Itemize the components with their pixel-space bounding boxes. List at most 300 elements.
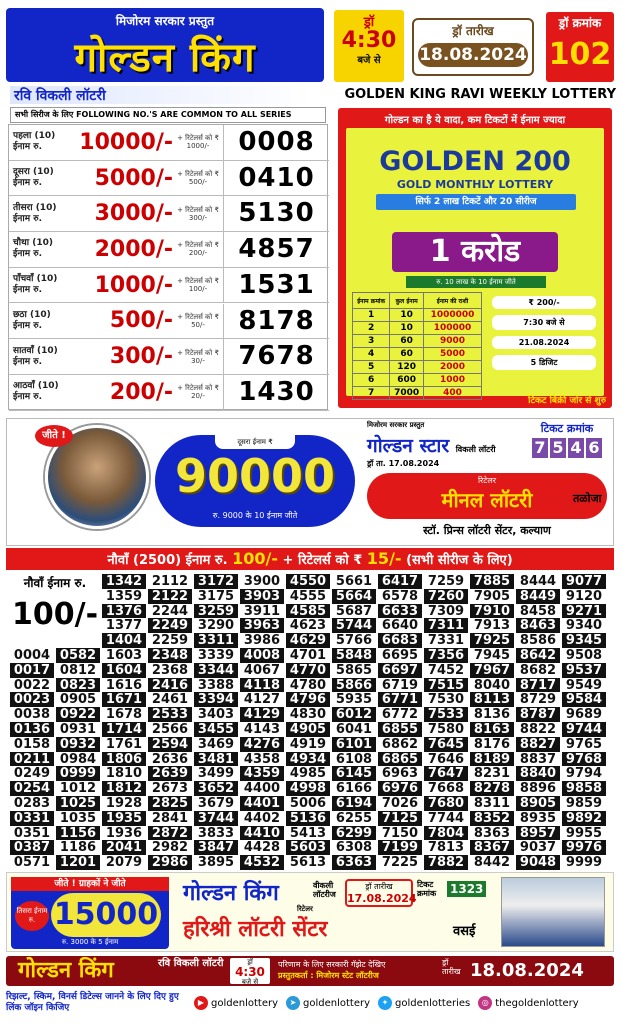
- ninth-prize-number: 4934: [286, 752, 330, 767]
- ninth-prize-number: 6963: [378, 766, 422, 781]
- ninth-prize-number: 3455: [194, 722, 238, 737]
- ninth-prize-number: 2112: [148, 574, 192, 589]
- ninth-prize-number: 1678: [102, 707, 146, 722]
- prize-amount: 10000/-: [79, 129, 173, 155]
- ninth-prize-number: 8231: [470, 766, 514, 781]
- ninth-prize-number: 7645: [424, 737, 468, 752]
- ninth-prize-number: 4770: [286, 663, 330, 678]
- ninth-bar-post: (सभी सीरीज के लिए): [406, 553, 513, 568]
- ninth-prize-number: 6299: [332, 826, 376, 841]
- ninth-prize-number: 0136: [10, 722, 54, 737]
- ninth-prize-bar: [6, 548, 614, 570]
- prize-table: [8, 124, 328, 410]
- ad-table-cell: 600: [390, 374, 424, 387]
- ad-side-item: 21.08.2024: [492, 336, 596, 349]
- ninth-prize-number: 6640: [378, 618, 422, 633]
- ninth-bar-amount: 100/-: [232, 549, 279, 568]
- prize-row: [9, 375, 329, 411]
- ninth-prize-number: 7744: [424, 811, 468, 826]
- footer-notice-text: परिणाम के लिए सरकारी गॅझेट देखिए: [278, 960, 386, 969]
- ninth-prize-number: 9955: [562, 826, 606, 841]
- prize-bonus: + रिटेलर्स को ₹ 30/-: [177, 348, 219, 365]
- ad-prize-table: [352, 292, 482, 400]
- prize-bonus: + रिटेलर्स को ₹ 50/-: [177, 312, 219, 329]
- second-prize-value: 90000: [174, 449, 336, 503]
- ninth-prize-number: 5603: [286, 840, 330, 855]
- ninth-prize-number: 8136: [470, 707, 514, 722]
- bottom-retailer: हरिश्री लॉटरी सेंटर: [183, 917, 328, 942]
- ninth-prize-number: 0249: [10, 766, 54, 781]
- ad-table-cell: 1: [353, 309, 390, 322]
- ninth-prize-number: 6012: [332, 707, 376, 722]
- ninth-prize-number: 4129: [240, 707, 284, 722]
- social-link-label: thegoldenlottery: [495, 997, 579, 1009]
- prize-label: सातवाँ (10) ईनाम रु.: [13, 345, 58, 367]
- ninth-prize-number: 1603: [102, 648, 146, 663]
- prize-amount: 3000/-: [94, 201, 173, 227]
- prize-label: आठवाँ (10) ईनाम रु.: [13, 381, 59, 403]
- ninth-prize-number: 7026: [378, 796, 422, 811]
- ninth-prize-number: 0022: [10, 678, 54, 693]
- ninth-prize-number: 0812: [56, 663, 100, 678]
- draw-date: 18.08.2024: [419, 45, 527, 65]
- ninth-prize-number: 7910: [470, 604, 514, 619]
- ninth-prize-number: 8113: [470, 692, 514, 707]
- ninth-prize-number: 9858: [562, 781, 606, 796]
- ninth-left-label: नौवाँ ईनाम रु.: [23, 576, 87, 590]
- retailer-label: रिटेलर: [477, 476, 497, 485]
- ninth-prize-number: 6695: [378, 648, 422, 663]
- ad-table-header-cell: कुल ईनाम: [390, 293, 424, 309]
- ninth-prize-grid: [10, 574, 610, 870]
- ninth-prize-number: 5744: [332, 618, 376, 633]
- ninth-prize-number: 2841: [148, 811, 192, 826]
- ticket-digit: 4: [568, 438, 584, 458]
- footer-ravi: रवि विकली लॉटरी: [158, 958, 224, 969]
- ninth-prize-number: 9271: [562, 604, 606, 619]
- prize-amount: 5000/-: [94, 165, 173, 191]
- ninth-prize-number: 4067: [240, 663, 284, 678]
- ninth-prize-number: 9768: [562, 752, 606, 767]
- ninth-prize-number: 7530: [424, 692, 468, 707]
- ad-table-row: [353, 361, 482, 374]
- ad-table-cell: 5000: [424, 348, 482, 361]
- prize-bonus: + रिटेलर्स को ₹ 1000/-: [177, 134, 219, 151]
- ninth-bar-mid: + रिटेलर्स को ₹: [282, 553, 363, 568]
- footer-time-label: ड्रॉ: [247, 958, 253, 966]
- ninth-left-value: 100/-: [11, 597, 99, 632]
- social-link[interactable]: [194, 996, 278, 1010]
- ninth-prize-number: 6772: [378, 707, 422, 722]
- telegram-icon: ➤: [286, 996, 300, 1010]
- footer-title: गोल्डन किंग: [18, 958, 114, 983]
- ninth-prize-number: 9120: [562, 589, 606, 604]
- golden-star-title-text: गोल्डन स्टार: [367, 435, 450, 457]
- ninth-prize-number: 2872: [148, 826, 192, 841]
- bottom-title: गोल्डन किंग: [183, 881, 279, 906]
- ninth-prize-number: 9508: [562, 648, 606, 663]
- ninth-prize-number: 4401: [240, 796, 284, 811]
- draw-number-box: [546, 12, 614, 82]
- ninth-prize-number: 3499: [194, 766, 238, 781]
- ninth-prize-number: 8278: [470, 781, 514, 796]
- ninth-prize-number: 2368: [148, 663, 192, 678]
- ninth-prize-number: 1936: [102, 826, 146, 841]
- ninth-prize-number: 7905: [470, 589, 514, 604]
- third-prize-badge: [11, 877, 169, 949]
- draw-date-label: ड्रॉ तारीख: [452, 24, 494, 38]
- prize-amount: 500/-: [109, 308, 173, 334]
- ninth-prize-number: 7680: [424, 796, 468, 811]
- retailer-name: मीनल लॉटरी: [441, 488, 533, 512]
- prize-row: [9, 161, 329, 197]
- ninth-prize-number: 2461: [148, 692, 192, 707]
- ad-table-cell: 4: [353, 348, 390, 361]
- prize-bonus: + रिटेलर्स को ₹ 300/-: [177, 205, 219, 222]
- ninth-prize-number: 6308: [332, 840, 376, 855]
- social-link[interactable]: [478, 996, 578, 1010]
- prize-label: पाँचवाँ (10) ईनाम रु.: [13, 274, 58, 296]
- ninth-prize-number: 1035: [56, 811, 100, 826]
- twitter-icon: ✦: [378, 996, 392, 1010]
- ninth-prize-number: 7580: [424, 722, 468, 737]
- prize-label: चौथा (10) ईनाम रु.: [13, 238, 54, 260]
- ninth-prize-number: 8444: [516, 574, 560, 589]
- ninth-prize-number: 8458: [516, 604, 560, 619]
- golden-star-title-suffix: विकली लॉटरी: [455, 445, 496, 454]
- ninth-prize-number: 0351: [10, 826, 54, 841]
- ninth-prize-number: 4402: [240, 811, 284, 826]
- ninth-prize-number: 6697: [378, 663, 422, 678]
- ticket-digits: [527, 438, 607, 458]
- prize-bonus: + रिटेलर्स को ₹ 100/-: [177, 277, 219, 294]
- ninth-prize-number: 6865: [378, 752, 422, 767]
- footer-time-value: 4:30: [235, 965, 265, 979]
- ninth-prize-number: 8040: [470, 678, 514, 693]
- prize-amount: 200/-: [109, 379, 173, 405]
- prize-label: दूसरा (10) ईनाम रु.: [13, 167, 54, 189]
- ninth-prize-number: 3833: [194, 826, 238, 841]
- prize-amount: 300/-: [109, 344, 173, 370]
- ninth-prize-number: 0571: [10, 855, 54, 870]
- prize-row: [9, 268, 329, 304]
- ninth-prize-number: 5848: [332, 648, 376, 663]
- ninth-prize-number: 7925: [470, 633, 514, 648]
- ninth-prize-number: 2636: [148, 752, 192, 767]
- ninth-prize-number: 1201: [56, 855, 100, 870]
- ad-table-cell: 7: [353, 387, 390, 400]
- ninth-bar-amount2: 15/-: [366, 549, 402, 568]
- prize-row: [9, 232, 329, 268]
- ninth-prize-number: 9537: [562, 663, 606, 678]
- ninth-prize-number: 0211: [10, 752, 54, 767]
- ninth-prize-number: 6101: [332, 737, 376, 752]
- ninth-prize-number: 2986: [148, 855, 192, 870]
- ad-table-cell: 1000000: [424, 309, 482, 322]
- prize-number: 1531: [223, 268, 329, 303]
- ninth-prize-number: 8957: [516, 826, 560, 841]
- ninth-prize-number: 1156: [56, 826, 100, 841]
- ninth-prize-number: 9340: [562, 618, 606, 633]
- ninth-prize-number: 9549: [562, 678, 606, 693]
- draw-number-label: ड्रॉ क्रमांक: [558, 16, 602, 30]
- ninth-prize-number: 3900: [240, 574, 284, 589]
- bottom-date-value: 17.08.2024: [347, 892, 417, 905]
- ninth-prize-number: 7945: [470, 648, 514, 663]
- ninth-prize-number: 3175: [194, 589, 238, 604]
- ninth-prize-number: 8463: [516, 618, 560, 633]
- ninth-prize-number: 6633: [378, 604, 422, 619]
- ninth-prize-number: 3911: [240, 604, 284, 619]
- ninth-prize-number: 8822: [516, 722, 560, 737]
- ninth-prize-number: 4127: [240, 692, 284, 707]
- ninth-prize-number: 6363: [332, 855, 376, 870]
- ninth-prize-number: 6771: [378, 692, 422, 707]
- social-link-label: goldenlottery: [211, 997, 279, 1009]
- ninth-prize-number: 4585: [286, 604, 330, 619]
- ninth-prize-number: 3394: [194, 692, 238, 707]
- ninth-prize-number: 6976: [378, 781, 422, 796]
- ninth-prize-number: 1714: [102, 722, 146, 737]
- ninth-prize-number: 2244: [148, 604, 192, 619]
- ninth-prize-number: 8449: [516, 589, 560, 604]
- ninth-prize-number: 3847: [194, 840, 238, 855]
- ninth-prize-number: 7225: [378, 855, 422, 870]
- ninth-prize-number: 0387: [10, 840, 54, 855]
- ninth-prize-number: 1935: [102, 811, 146, 826]
- ninth-prize-number: 9999: [562, 855, 606, 870]
- social-link[interactable]: [286, 996, 370, 1010]
- prize-row: [9, 304, 329, 340]
- ninth-prize-number: 3895: [194, 855, 238, 870]
- social-link-label: goldenlottery: [303, 997, 371, 1009]
- ninth-prize-number: 7515: [424, 678, 468, 693]
- ninth-prize-number: 0017: [10, 663, 54, 678]
- ad-table-cell: 6: [353, 374, 390, 387]
- ninth-prize-number: 8363: [470, 826, 514, 841]
- bottom-retailer-label: रिटेलर: [297, 905, 313, 913]
- ninth-prize-number: 5661: [332, 574, 376, 589]
- prize-bonus: + रिटेलर्स को ₹ 20/-: [177, 384, 219, 401]
- ninth-prize-number: 9892: [562, 811, 606, 826]
- ninth-prize-number: 9077: [562, 574, 606, 589]
- header-sub: मिजोरम सरकार प्रस्तुत: [115, 14, 215, 28]
- ad-table-cell: 10: [390, 322, 424, 335]
- ninth-prize-number: 1342: [102, 574, 146, 589]
- ninth-prize-number: 3481: [194, 752, 238, 767]
- prize-number: 4857: [223, 232, 329, 267]
- ninth-prize-number: 3290: [194, 618, 238, 633]
- ninth-prize-number: 7150: [378, 826, 422, 841]
- ninth-prize-number: 0984: [56, 752, 100, 767]
- ticket-digit: 7: [532, 438, 548, 458]
- footer-time-suffix: बजे से: [241, 978, 259, 986]
- ninth-prize-number: 7533: [424, 707, 468, 722]
- social-items: [186, 996, 579, 1010]
- sub-title-hindi: रवि विकली लॉटरी: [10, 86, 310, 104]
- ninth-prize-number: 7646: [424, 752, 468, 767]
- ninth-prize-number: 2673: [148, 781, 192, 796]
- ninth-prize-number: 0038: [10, 707, 54, 722]
- ninth-prize-number: 7647: [424, 766, 468, 781]
- ninth-prize-number: 3903: [240, 589, 284, 604]
- store-name: स्टॉ. प्रिन्स लॉटरी सेंटर, कल्याण: [423, 524, 551, 537]
- ninth-prize-number: 6108: [332, 752, 376, 767]
- draw-time-suffix: बजे से: [357, 55, 381, 66]
- ad-table-cell: 7000: [390, 387, 424, 400]
- ninth-prize-number: 8176: [470, 737, 514, 752]
- third-prize-header: जीते ! ग्राहकों ने जीते: [11, 877, 169, 891]
- prize-number: 7678: [223, 339, 329, 374]
- ninth-prize-number: 6255: [332, 811, 376, 826]
- draw-date-box: [412, 18, 534, 76]
- ninth-prize-number: 0922: [56, 707, 100, 722]
- golden-star-ticket: [527, 421, 607, 458]
- ninth-prize-number: 2982: [148, 840, 192, 855]
- ninth-prize-number: 8311: [470, 796, 514, 811]
- ninth-prize-number: 7309: [424, 604, 468, 619]
- third-prize-sub: रु. 3000 के 5 ईनाम: [61, 938, 119, 946]
- ninth-prize-number: 5935: [332, 692, 376, 707]
- ninth-prize-number: 4780: [286, 678, 330, 693]
- ninth-prize-number: 0254: [10, 781, 54, 796]
- ad-subtitle: GOLD MONTHLY LOTTERY: [396, 178, 554, 191]
- ninth-prize-number: 2079: [102, 855, 146, 870]
- ninth-prize-number: 5413: [286, 826, 330, 841]
- bottom-location: वसई: [453, 924, 476, 939]
- ad-table-cell: 3: [353, 335, 390, 348]
- ninth-prize-number: 7125: [378, 811, 422, 826]
- ninth-prize-number: 3259: [194, 604, 238, 619]
- social-text: रिझल्ट, स्किम, विनर्स डिटेल्स जानने के लिए दिए हुए लिंक जॉइन किजिए: [6, 992, 179, 1013]
- ninth-prize-number: 4358: [240, 752, 284, 767]
- ninth-prize-number: 8729: [516, 692, 560, 707]
- ticket-digit: 5: [550, 438, 566, 458]
- ninth-prize-number: 1186: [56, 840, 100, 855]
- ninth-prize-number: 2416: [148, 678, 192, 693]
- ad-table-cell: 100000: [424, 322, 482, 335]
- ninth-prize-number: 4359: [240, 766, 284, 781]
- ninth-prize-number: 9048: [516, 855, 560, 870]
- common-series-note: सभी सिरीज के लिए FOLLOWING NO.'S ARE COMMON TO ALL SERIES: [10, 107, 326, 123]
- ad-table-header-cell: ईनाम क्रमांक: [353, 293, 390, 309]
- ninth-prize-number: 8787: [516, 707, 560, 722]
- ninth-prize-number: 8442: [470, 855, 514, 870]
- ninth-prize-number: 7259: [424, 574, 468, 589]
- ninth-prize-number: 4143: [240, 722, 284, 737]
- ad-title: GOLDEN 200: [379, 146, 571, 177]
- ninth-prize-number: 5865: [332, 663, 376, 678]
- ninth-prize-number: 9794: [562, 766, 606, 781]
- ninth-prize-number: 0004: [10, 648, 54, 663]
- retailer-photo: [501, 877, 605, 947]
- ninth-prize-number: 5136: [286, 811, 330, 826]
- prize-label: पहला (10) ईनाम रु.: [13, 131, 56, 153]
- prize-label: तीसरा (10) ईनाम रु.: [13, 202, 57, 224]
- bottom-ticket: [417, 879, 487, 899]
- ninth-prize-number: 1810: [102, 766, 146, 781]
- social-link[interactable]: [378, 996, 470, 1010]
- ninth-prize-number: 7967: [470, 663, 514, 678]
- ninth-prize-number: 7331: [424, 633, 468, 648]
- ninth-prize-number: 5866: [332, 678, 376, 693]
- ninth-prize-number: 6194: [332, 796, 376, 811]
- ninth-prize-number: 9037: [516, 840, 560, 855]
- prize-amount: 2000/-: [94, 236, 173, 262]
- ninth-prize-number: 3172: [194, 574, 238, 589]
- bottom-ticket-value: 1323: [447, 881, 486, 897]
- ninth-prize-number: 7913: [470, 618, 514, 633]
- ninth-prize-number: 6041: [332, 722, 376, 737]
- ninth-prize-label: [10, 574, 100, 646]
- ninth-prize-number: 5687: [332, 604, 376, 619]
- third-prize-label: तिसरा ईनाम रु.: [15, 901, 49, 931]
- ninth-prize-number: 2566: [148, 722, 192, 737]
- ninth-prize-number: 4796: [286, 692, 330, 707]
- ad-inner: [346, 128, 604, 396]
- ninth-prize-number: 0999: [56, 766, 100, 781]
- ninth-prize-number: 9345: [562, 633, 606, 648]
- draw-time: 4:30: [341, 28, 397, 53]
- golden-star-date: ड्रॉ ता. 17.08.2024: [367, 459, 440, 468]
- ninth-prize-number: 8682: [516, 663, 560, 678]
- ninth-prize-number: 3311: [194, 633, 238, 648]
- social-links: [6, 988, 614, 1018]
- prize-amount: 1000/-: [94, 272, 173, 298]
- ninth-prize-number: 9976: [562, 840, 606, 855]
- ninth-prize-number: 0932: [56, 737, 100, 752]
- ninth-prize-number: 6719: [378, 678, 422, 693]
- ninth-prize-number: 2249: [148, 618, 192, 633]
- ninth-prize-number: 4008: [240, 648, 284, 663]
- ninth-prize-number: 4623: [286, 618, 330, 633]
- prize-number: 5130: [223, 196, 329, 231]
- prize-number: 1430: [223, 375, 329, 410]
- ninth-prize-number: 1376: [102, 604, 146, 619]
- header-banner: [6, 8, 324, 82]
- retailer-location: तळोजा: [573, 492, 602, 505]
- ad-table-row: [353, 322, 482, 335]
- prize-number: 8178: [223, 304, 329, 339]
- ad-side-item: 7:30 बजे से: [492, 315, 596, 330]
- ninth-prize-number: 3986: [240, 633, 284, 648]
- second-prize-label: दूसरा ईनाम ₹: [215, 435, 295, 449]
- ad-side-item: 5 डिजिट: [492, 355, 596, 370]
- ninth-prize-number: 4998: [286, 781, 330, 796]
- ninth-prize-number: 3388: [194, 678, 238, 693]
- bottom-ticket-label: टिकट क्रमांक: [417, 880, 437, 898]
- ninth-prize-number: 9689: [562, 707, 606, 722]
- ninth-prize-number: 7452: [424, 663, 468, 678]
- ninth-prize-number: 6855: [378, 722, 422, 737]
- ninth-prize-number: 8586: [516, 633, 560, 648]
- ninth-prize-number: 6417: [378, 574, 422, 589]
- ninth-prize-number: 2259: [148, 633, 192, 648]
- ad-table-cell: 2: [353, 322, 390, 335]
- ninth-prize-number: 7260: [424, 589, 468, 604]
- ninth-prize-number: 1928: [102, 796, 146, 811]
- ticket-label: टिकट क्रमांक: [540, 422, 594, 435]
- retailer-badge: [367, 473, 607, 519]
- ninth-prize-number: 9765: [562, 737, 606, 752]
- ninth-prize-number: 3652: [194, 781, 238, 796]
- ad-table-cell: 60: [390, 335, 424, 348]
- ninth-prize-number: 8163: [470, 722, 514, 737]
- ninth-prize-number: 8189: [470, 752, 514, 767]
- ninth-prize-number: 7311: [424, 618, 468, 633]
- ninth-prize-number: 9584: [562, 692, 606, 707]
- footer-time: [230, 958, 270, 984]
